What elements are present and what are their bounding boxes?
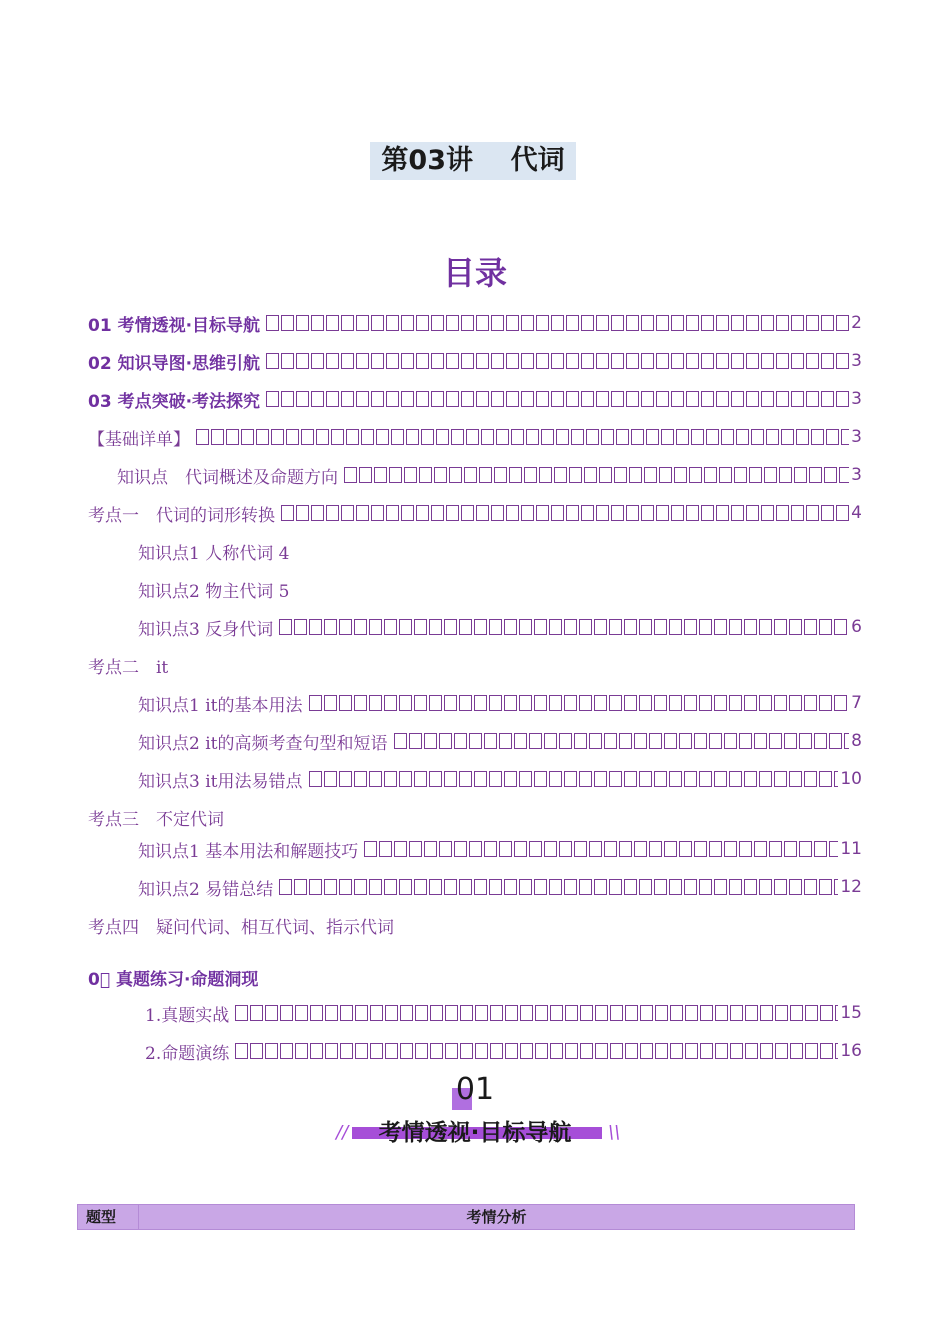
- section-banner: [330, 1072, 620, 1152]
- toc-page-number: 2: [851, 313, 862, 333]
- toc-entry[interactable]: [117, 460, 862, 490]
- toc-entry[interactable]: [138, 574, 289, 604]
- toc-entry[interactable]: [138, 834, 862, 864]
- toc-page-number: 12: [840, 877, 862, 897]
- toc-entry[interactable]: [88, 346, 862, 376]
- banner-left-slash-icon: //: [336, 1122, 349, 1143]
- toc-entry-label: 考点二 it: [88, 657, 169, 678]
- toc-page-number: 16: [840, 1041, 862, 1061]
- toc-entry-label: 考点一 代词的词形转换: [88, 505, 275, 526]
- toc-entry[interactable]: [88, 422, 862, 452]
- toc-entry[interactable]: [145, 998, 862, 1028]
- toc-page-number: 3: [851, 465, 862, 485]
- toc-page-number: 15: [840, 1003, 862, 1023]
- toc-page-number: 3: [851, 389, 862, 409]
- page-title: 第03讲 代词: [370, 142, 576, 180]
- toc-leader: [309, 771, 839, 787]
- toc-page-number: 3: [851, 427, 862, 447]
- toc-entry-label: 0􀀀 真题练习·命题洞现: [88, 969, 259, 990]
- banner-right-slash-icon: \\: [608, 1122, 621, 1143]
- toc-entry[interactable]: [88, 308, 862, 338]
- toc-entry[interactable]: [88, 498, 862, 528]
- toc-leader: [344, 467, 849, 483]
- toc-entry-label: 【基础详单】: [88, 429, 190, 450]
- toc-entry[interactable]: [88, 650, 168, 680]
- toc-entry[interactable]: [88, 384, 862, 414]
- toc-entry[interactable]: [88, 802, 224, 832]
- toc-entry-label: 知识点1 人称代词 4: [138, 543, 290, 564]
- toc-heading: 目录: [442, 254, 507, 292]
- toc-entry[interactable]: [88, 910, 394, 940]
- toc-page-number: 6: [851, 617, 862, 637]
- toc-leader: [279, 619, 849, 635]
- banner-number: 01: [455, 1072, 495, 1107]
- toc-leader: [235, 1043, 838, 1059]
- toc-entry-label: 01 考情透视·目标导航: [88, 315, 261, 336]
- toc-leader: [266, 315, 849, 331]
- toc-entry[interactable]: [138, 764, 862, 794]
- toc-entry-label: 知识点2 it的高频考查句型和短语: [138, 733, 388, 754]
- toc-leader: [235, 1005, 838, 1021]
- toc-page-number: 4: [851, 503, 862, 523]
- toc-entry-label: 02 知识导图·思维引航: [88, 353, 261, 374]
- toc-entry-label: 2.命题演练: [145, 1043, 230, 1064]
- toc-page-number: 11: [840, 839, 862, 859]
- toc-page-number: 8: [851, 731, 862, 751]
- toc-leader: [394, 733, 850, 749]
- toc-leader: [196, 429, 849, 445]
- toc-entry-label: 03 考点突破·考法探究: [88, 391, 261, 412]
- toc-page-number: 3: [851, 351, 862, 371]
- analysis-table-header: [77, 1204, 855, 1230]
- toc-entry-label: 知识点1 基本用法和解题技巧: [138, 841, 359, 862]
- toc-leader: [364, 841, 838, 857]
- toc-entry-label: 考点四 疑问代词、相互代词、指示代词: [88, 917, 394, 938]
- toc-leader: [266, 391, 849, 407]
- toc-entry[interactable]: [138, 612, 862, 642]
- toc-entry[interactable]: [138, 688, 862, 718]
- toc-entry-label: 1.真题实战: [145, 1005, 230, 1026]
- table-header-type: 题型: [78, 1205, 139, 1229]
- toc-leader: [266, 353, 849, 369]
- toc-entry[interactable]: [138, 872, 862, 902]
- toc-entry[interactable]: [145, 1036, 862, 1066]
- table-header-analysis: 考情分析: [466, 1208, 527, 1226]
- toc-leader: [309, 695, 850, 711]
- toc-leader: [279, 879, 838, 895]
- toc-entry-label: 考点三 不定代词: [88, 809, 224, 830]
- toc-entry-label: 知识点2 物主代词 5: [138, 581, 290, 602]
- toc-entry-label: 知识点 代词概述及命题方向: [117, 467, 338, 488]
- banner-title: 考情透视·目标导航: [378, 1120, 572, 1146]
- toc-entry-label: 知识点1 it的基本用法: [138, 695, 303, 716]
- toc-entry-label: 知识点3 it用法易错点: [138, 771, 303, 792]
- toc-page-number: 7: [851, 693, 862, 713]
- toc-entry[interactable]: [88, 962, 258, 992]
- toc-entry-label: 知识点2 易错总结: [138, 879, 274, 900]
- toc-entry[interactable]: [138, 726, 862, 756]
- toc-page-number: 10: [840, 769, 862, 789]
- toc-leader: [281, 505, 849, 521]
- toc-entry[interactable]: [138, 536, 289, 566]
- toc-entry-label: 知识点3 反身代词: [138, 619, 274, 640]
